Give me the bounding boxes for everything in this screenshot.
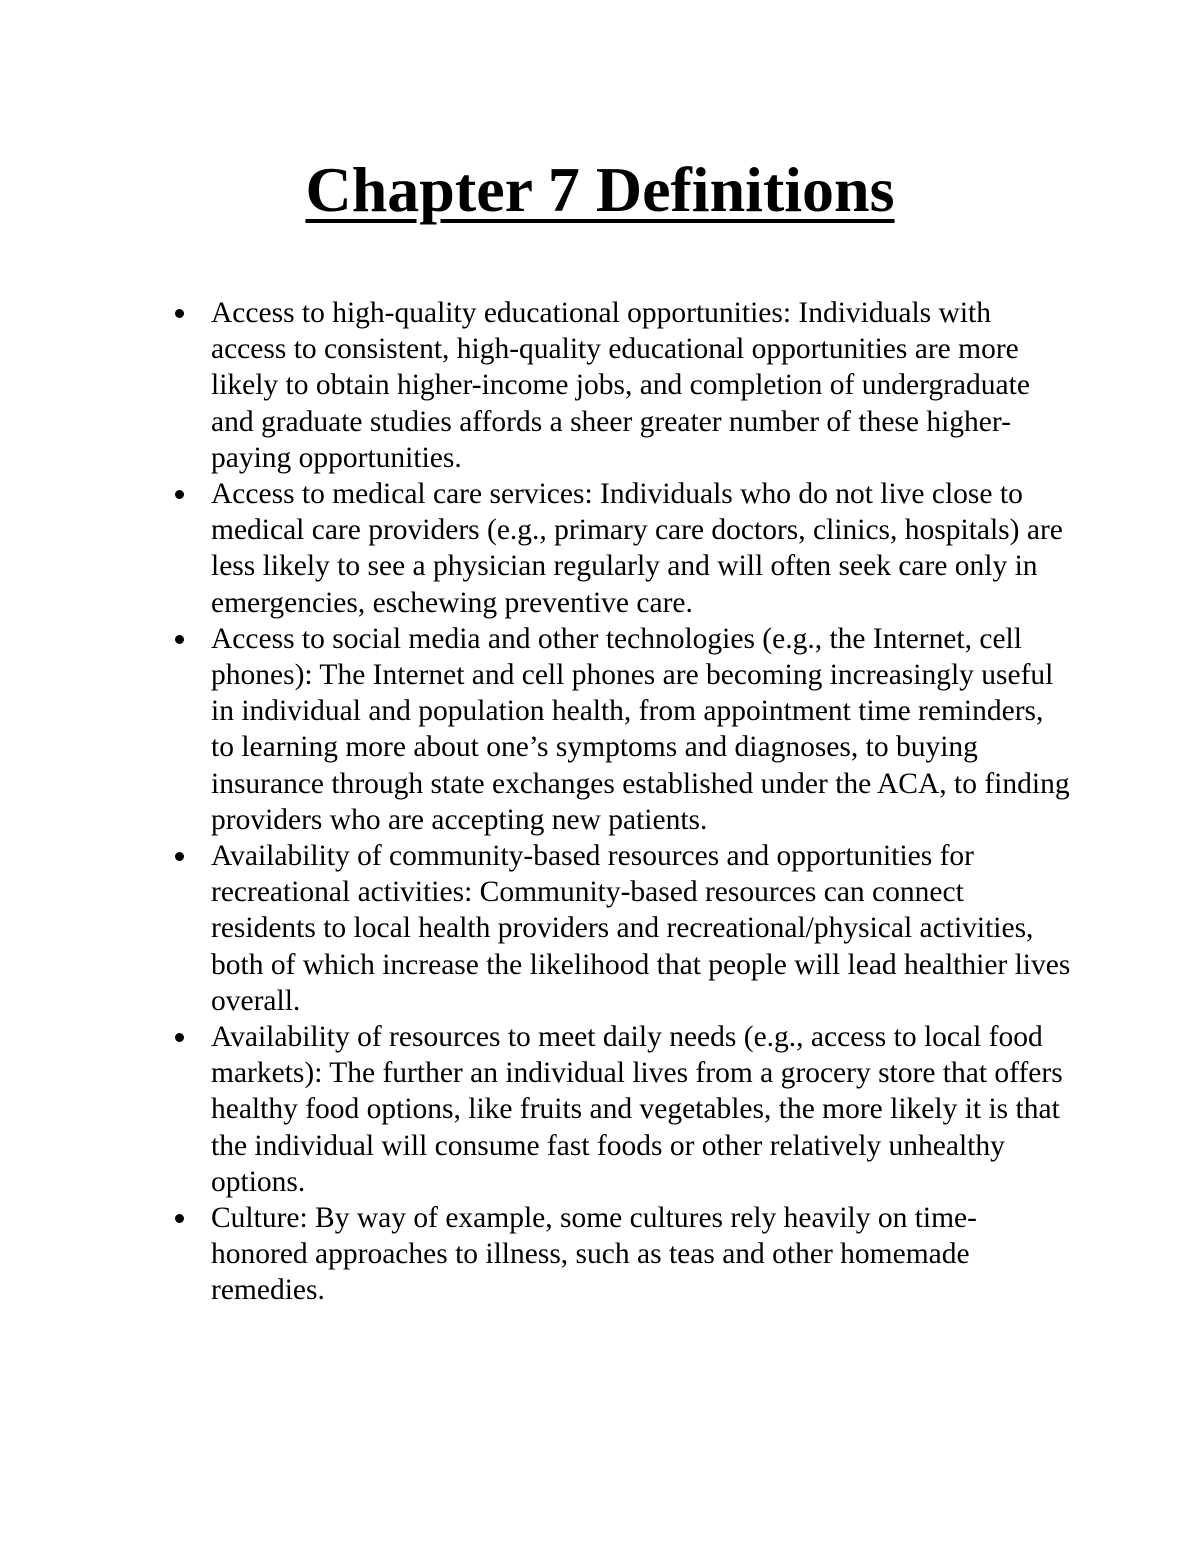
- bullet-icon: [175, 309, 184, 318]
- list-item: [211, 838, 1071, 1019]
- bullet-icon: [175, 852, 184, 861]
- page-title: Chapter 7 Definitions: [305, 154, 895, 225]
- definition-text: Culture: By way of example, some cultures rely heavily on time-honored approaches to illness, such as teas and other homemade remedies.: [211, 1202, 977, 1307]
- definition-text: Availability of resources to meet daily needs (e.g., access to local food markets): The further an individual lives from a grocery store that offers healthy food options, like fruits and vegetables, the more likely it is that the individual will consume fast foods or other relatively unhealthy options.: [211, 1021, 1063, 1198]
- bullet-icon: [175, 1214, 184, 1223]
- definition-text: Access to social media and other technologies (e.g., the Internet, cell phones): The Internet and cell phones are becoming increasingly useful in individual and population health, from appointment time reminders, to learning more about one’s symptoms and diagnoses, to buying insurance through state exchanges established under the ACA, to finding providers who are accepting new patients.: [211, 622, 1070, 836]
- list-item: [211, 1200, 1071, 1309]
- list-item: [211, 476, 1071, 621]
- definition-text: Access to high-quality educational opportunities: Individuals with access to consistent, high-quality educational opportunities are more likely to obtain higher-income jobs, and completion of undergraduate and graduate studies affords a sheer greater number of these higher-paying opportunities.: [211, 297, 1030, 474]
- bullet-icon: [175, 1033, 184, 1042]
- definition-text: Access to medical care services: Individuals who do not live close to medical care providers (e.g., primary care doctors, clinics, hospitals) are less likely to see a physician regularly and will often seek care only in emergencies, eschewing preventive care.: [211, 478, 1063, 619]
- bullet-icon: [175, 635, 184, 644]
- definition-text: Availability of community-based resources and opportunities for recreational activities: Community-based resources can connect residents to local health providers and recreational/physical activities, both of which increase the likelihood that people will lead healthier lives overall.: [211, 840, 1071, 1017]
- list-item: [211, 295, 1071, 476]
- list-item: [211, 1019, 1071, 1200]
- bullet-icon: [175, 490, 184, 499]
- list-item: [211, 621, 1071, 838]
- definitions-list: [211, 295, 1071, 1309]
